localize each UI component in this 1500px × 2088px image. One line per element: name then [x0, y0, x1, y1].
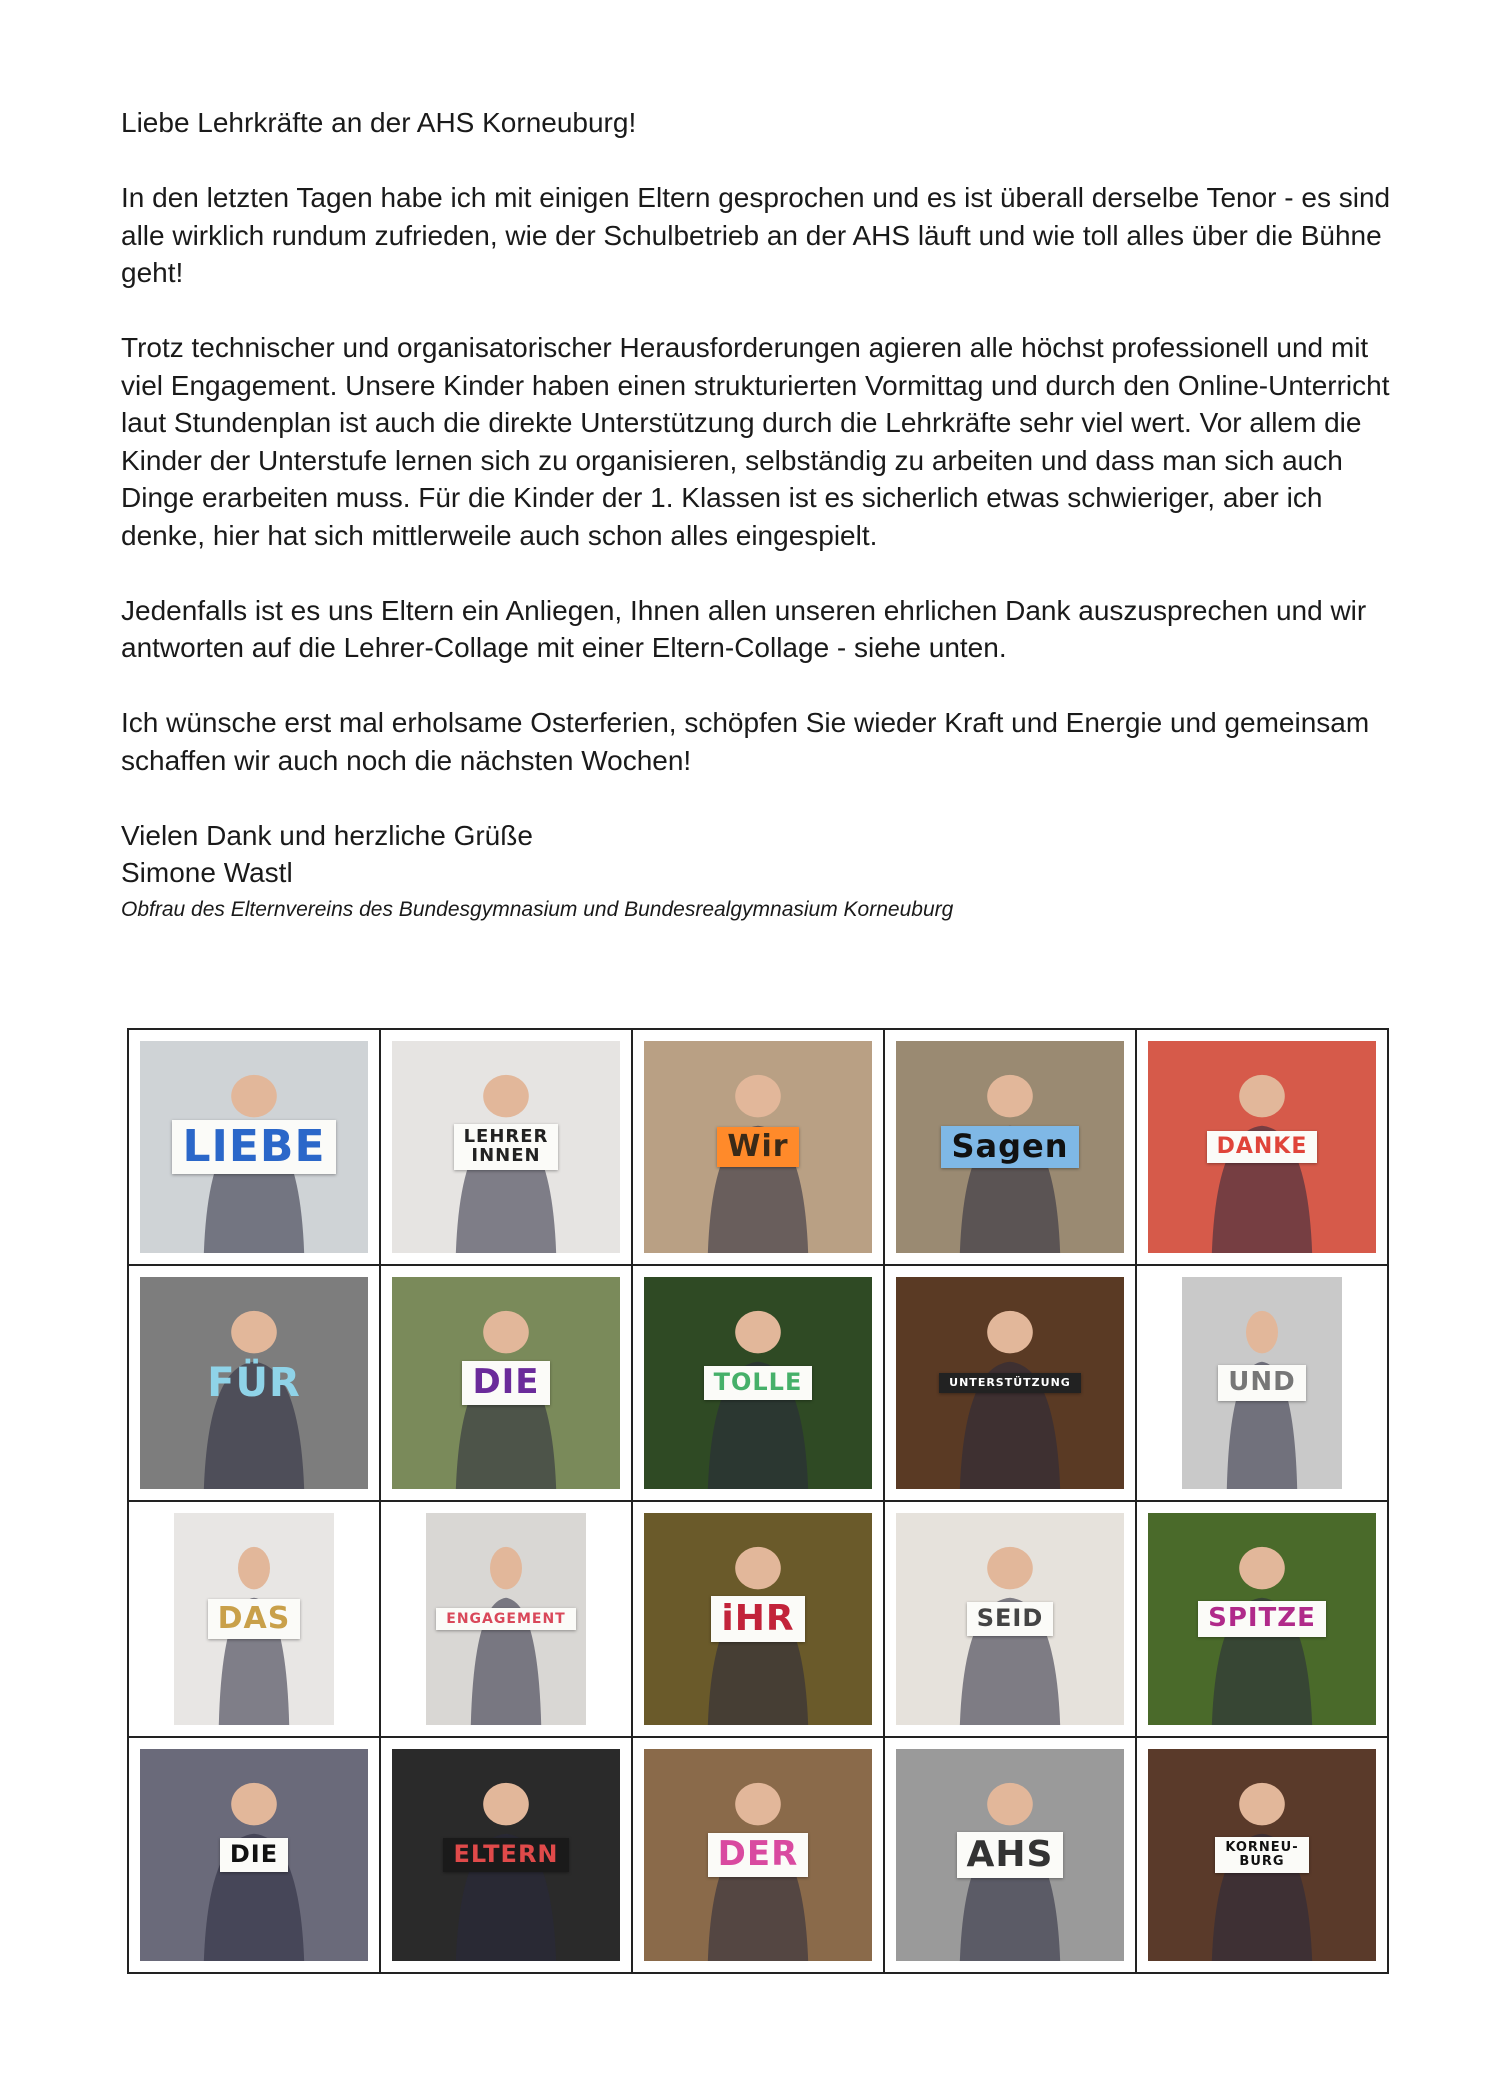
letter-paragraph: Jedenfalls ist es uns Eltern ein Anliegen, Ihnen allen unseren ehrlichen Dank auszusprechen und wir antworten auf die Lehrer-Collage mit einer Eltern-Collage - siehe unten. [121, 594, 1367, 663]
person-head [987, 1075, 1033, 1117]
letter-greeting: Liebe Lehrkräfte an der AHS Korneuburg! [121, 107, 637, 138]
collage-cell [128, 1265, 380, 1501]
collage-photo [140, 1041, 368, 1253]
collage-photo [140, 1277, 368, 1489]
collage-sign: iHR [711, 1596, 804, 1642]
collage-photo [140, 1749, 368, 1961]
person-head [987, 1783, 1033, 1825]
collage-cell [380, 1501, 632, 1737]
collage-cell [128, 1029, 380, 1265]
collage-row [128, 1029, 1388, 1265]
collage-photo [896, 1277, 1124, 1489]
collage-sign: DER [708, 1833, 809, 1877]
collage-photo [1182, 1277, 1342, 1489]
collage-photo [896, 1513, 1124, 1725]
collage-cell [884, 1029, 1136, 1265]
collage-photo [644, 1749, 872, 1961]
photo-collage [127, 1028, 1389, 1974]
collage-row [128, 1265, 1388, 1501]
collage-cell [380, 1029, 632, 1265]
collage-row [128, 1737, 1388, 1973]
person-head [231, 1311, 277, 1353]
collage-sign: ELTERN [443, 1838, 568, 1871]
collage-sign: SEID [967, 1602, 1054, 1635]
letter-subtitle: Obfrau des Elternvereins des Bundesgymnasium und Bundesrealgymnasium Korneuburg [121, 897, 954, 921]
person-head [1239, 1783, 1285, 1825]
collage-photo [426, 1513, 586, 1725]
person-head [1239, 1075, 1285, 1117]
person-head [735, 1783, 781, 1825]
collage-cell [1136, 1029, 1388, 1265]
collage-cell [128, 1737, 380, 1973]
person-head [735, 1311, 781, 1353]
collage-sign: AHS [957, 1832, 1064, 1878]
collage-sign: DAS [208, 1599, 301, 1639]
letter [121, 104, 1391, 924]
collage-cell [884, 1265, 1136, 1501]
person-head [483, 1311, 529, 1353]
collage-sign: FÜR [207, 1360, 301, 1406]
person-head [483, 1075, 529, 1117]
person-head [231, 1783, 277, 1825]
collage-cell [632, 1029, 884, 1265]
collage-cell [380, 1737, 632, 1973]
collage-cell [884, 1501, 1136, 1737]
collage-sign: TOLLE [704, 1366, 813, 1399]
collage-photo [392, 1277, 620, 1489]
collage-sign: SPITZE [1198, 1601, 1326, 1636]
person-head [987, 1547, 1033, 1589]
collage-photo [1148, 1041, 1376, 1253]
collage-sign: Sagen [941, 1126, 1078, 1168]
collage-cell [1136, 1501, 1388, 1737]
collage-cell [632, 1501, 884, 1737]
letter-closing: Vielen Dank und herzliche Grüße [121, 819, 533, 851]
collage-photo [392, 1749, 620, 1961]
collage-photo [896, 1041, 1124, 1253]
collage-sign: DIE [220, 1838, 288, 1871]
collage-sign: DANKE [1207, 1131, 1318, 1162]
collage-photo [644, 1513, 872, 1725]
collage-photo [174, 1513, 334, 1725]
collage-cell [1136, 1265, 1388, 1501]
collage-sign: Wir [717, 1127, 798, 1167]
collage-cell [632, 1737, 884, 1973]
collage-cell [1136, 1737, 1388, 1973]
collage-sign: KORNEU- BURG [1215, 1837, 1308, 1872]
collage-sign: DIE [462, 1361, 549, 1405]
person-head [490, 1547, 522, 1589]
letter-paragraph: Trotz technischer und organisatorischer Herausforderungen agieren alle höchst professionell und mit viel Engagement. Unsere Kinder haben einen strukturierten Vormittag und durch den Online-Unterricht laut Stundenplan ist auch die direkte Unterstützung durch die Lehrkräfte sehr viel wert. Vor allem die Kinder der Unterstufe lernen sich zu organisieren, selbständig zu arbeiten und dass man sich auch Dinge erarbeiten muss. Für die Kinder der 1. Klassen ist es sicherlich etwas schwieriger, aber ich denke, hier hat sich mittlerweile auch schon alles eingespielt. [121, 332, 1390, 551]
collage-row [128, 1501, 1388, 1737]
collage-photo [1148, 1749, 1376, 1961]
collage-photo [392, 1041, 620, 1253]
collage-sign: UND [1218, 1365, 1305, 1400]
collage-photo [1148, 1513, 1376, 1725]
collage-photo [644, 1041, 872, 1253]
collage-cell [380, 1265, 632, 1501]
letter-paragraph: Ich wünsche erst mal erholsame Osterferien, schöpfen Sie wieder Kraft und Energie und gemeinsam schaffen wir auch noch die nächsten Wochen! [121, 707, 1370, 776]
letter-paragraph: In den letzten Tagen habe ich mit einigen Eltern gesprochen und es ist überall derselbe Tenor - es sind alle wirklich rundum zufrieden, wie der Schulbetrieb an der AHS läuft und wie toll alles über die Bühne geht! [121, 182, 1391, 288]
collage-cell [884, 1737, 1136, 1973]
person-head [483, 1783, 529, 1825]
person-head [1239, 1547, 1285, 1589]
collage-sign: LEHRER INNEN [454, 1124, 559, 1170]
person-head [987, 1311, 1033, 1353]
collage-photo [896, 1749, 1124, 1961]
person-head [238, 1547, 270, 1589]
letter-signature: Simone Wastl [121, 857, 293, 888]
collage-cell [632, 1265, 884, 1501]
collage-sign: ENGAGEMENT [436, 1608, 575, 1631]
person-head [1246, 1311, 1278, 1353]
collage-photo [644, 1277, 872, 1489]
person-head [231, 1075, 277, 1117]
person-head [735, 1075, 781, 1117]
collage-cell [128, 1501, 380, 1737]
person-head [735, 1547, 781, 1589]
collage-sign: UNTERSTÜTZUNG [939, 1373, 1081, 1393]
collage-sign: LIEBE [172, 1120, 335, 1174]
